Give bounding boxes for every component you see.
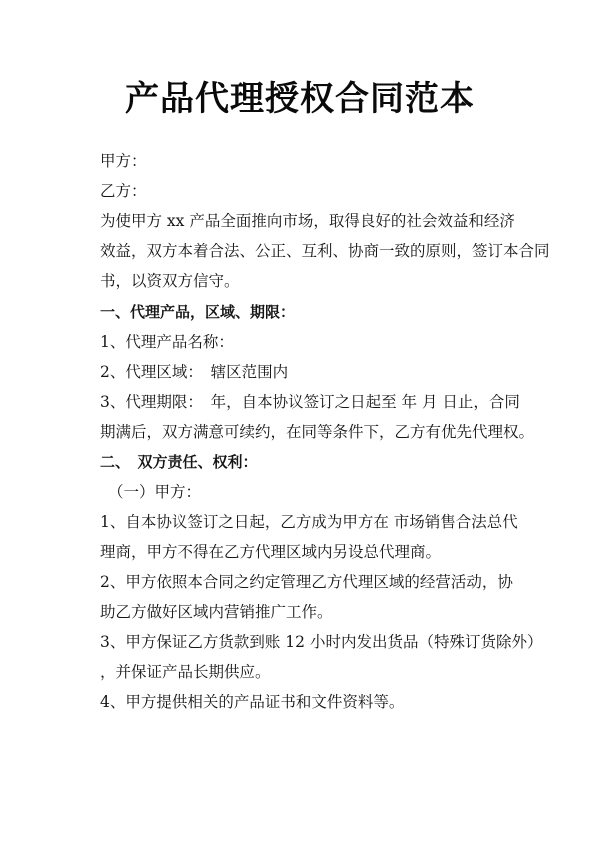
section-1-item-2: 2、代理区域： 辖区范围内 bbox=[100, 363, 289, 381]
intro-line-3: 书，以资双方信守。 bbox=[100, 272, 240, 290]
section-2-item-2-line-1: 2、甲方依照本合同之约定管理乙方代理区域的经营活动，协 bbox=[100, 573, 513, 591]
section-2-sub-heading: （一）甲方： bbox=[108, 483, 202, 501]
section-2-item-3-line-2: ，并保证产品长期供应。 bbox=[100, 663, 271, 681]
intro-line-2: 效益，双方本着合法、公正、互利、协商一致的原则，签订本合同 bbox=[100, 242, 550, 260]
section-2-heading: 二、 双方责任、权利： bbox=[100, 453, 258, 471]
party-a-label: 甲方： bbox=[100, 152, 147, 170]
party-b-label: 乙方： bbox=[100, 182, 147, 200]
section-2-item-1-line-1: 1、自本协议签订之日起，乙方成为甲方在 市场销售合法总代 bbox=[100, 513, 518, 531]
section-1-item-3-line-1: 3、代理期限： 年，自本协议签订之日起至 年 月 日止，合同 bbox=[100, 393, 520, 411]
section-2-item-1-line-2: 理商，甲方不得在乙方代理区域内另设总代理商。 bbox=[100, 543, 442, 561]
section-1-item-3-line-2: 期满后，双方满意可续约，在同等条件下，乙方有优先代理权。 bbox=[100, 423, 535, 441]
section-2-item-3-line-1: 3、甲方保证乙方货款到账 12 小时内发出货品（特殊订货除外） bbox=[100, 633, 543, 651]
section-2-item-2-line-2: 助乙方做好区域内营销推广工作。 bbox=[100, 603, 333, 621]
section-1-heading: 一、代理产品，区域、期限： bbox=[100, 303, 296, 321]
section-2-item-4: 4、甲方提供相关的产品证书和文件资料等。 bbox=[100, 693, 405, 711]
section-1-item-1: 1、代理产品名称： bbox=[100, 333, 234, 351]
intro-line-1: 为使甲方 xx 产品全面推向市场，取得良好的社会效益和经济 bbox=[100, 212, 515, 230]
document-title: 产品代理授权合同范本 bbox=[125, 79, 475, 119]
